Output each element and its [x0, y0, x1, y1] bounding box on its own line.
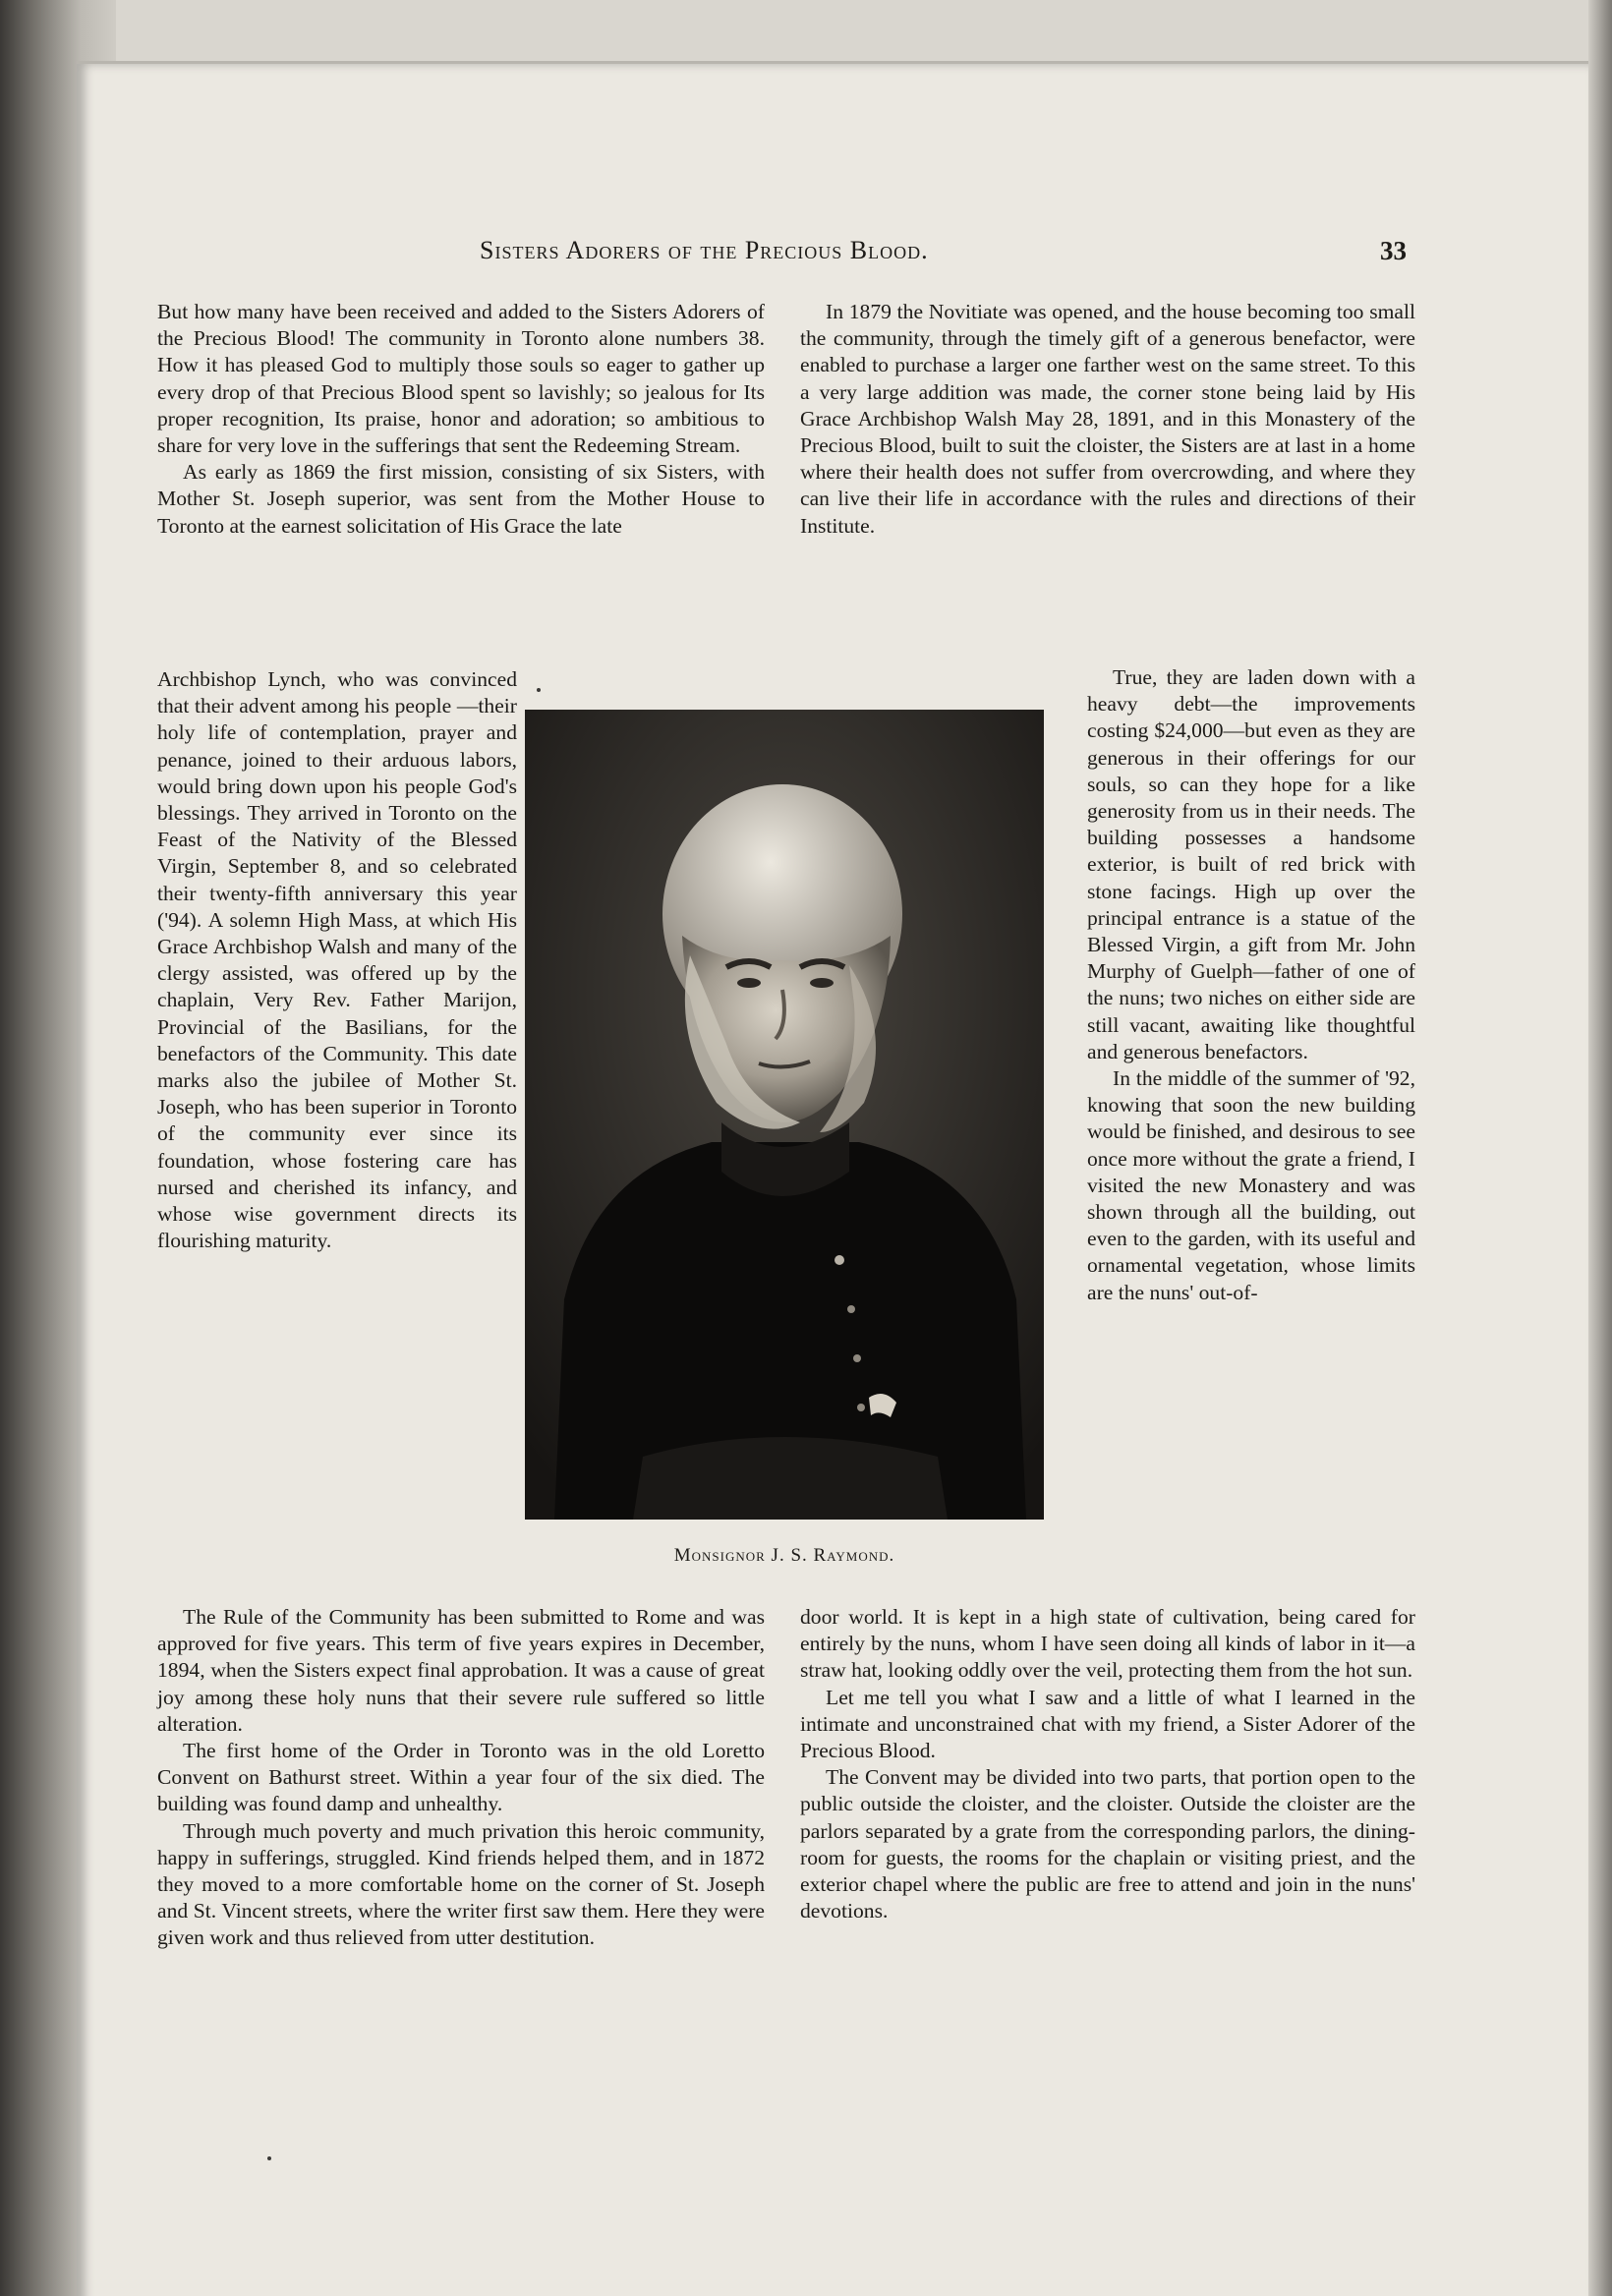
paragraph: The first home of the Order in Toronto was in the old Loretto Convent on Bathurst street. Within a year four of the six died. The building was found damp and unhealthy.: [157, 1739, 765, 1816]
page-number: 33: [1380, 236, 1407, 265]
paragraph: The Rule of the Community has been submitted to Rome and was approved for five years. This term of five years expires in December, 1894, when the Sisters expect final approbation. It was a cause of great joy among these holy nuns that their severe rule suffered so little alteration.: [157, 1605, 765, 1736]
paragraph: door world. It is kept in a high state of cultivation, being cared for entirely by the nuns, whom I have seen doing all kinds of labor in it—a straw hat, looking oddly over the veil, protecting them from the hot sun.: [800, 1605, 1415, 1683]
page-header: [0, 236, 1612, 275]
portrait-illustration: [525, 710, 1044, 1520]
paragraph: Let me tell you what I saw and a little of what I learned in the intimate and unconstrained chat with my friend, a Sister Adorer of the Precious Blood.: [800, 1685, 1415, 1763]
running-title: Sisters Adorers of the Precious Blood.: [480, 236, 929, 264]
paragraph: The Convent may be divided into two parts, that portion open to the public outside the cloister, and the cloister. Outside the cloister are the parlors separated by a grate from the corresponding parlors, the dining-room for guests, the rooms for the chaplain or visiting priest, and the exterior chapel where the public are free to attend and join in the nuns' devotions.: [800, 1765, 1415, 1923]
paragraph: True, they are laden down with a heavy debt—the improvements costing $24,000—but even as they are generous in their offerings for our souls, so can they hope for a like generosity from us in their needs. The building possesses a handsome exterior, is built of red brick with stone facings. High up over the principal entrance is a statue of the Blessed Virgin, a gift from Mr. John Murphy of Guelph—father of one of the nuns; two niches on either side are still vacant, awaiting like thoughtful and generous benefactors.: [1087, 665, 1415, 1063]
paragraph: Archbishop Lynch, who was convinced that their advent among his people —their holy life of contemplation, prayer and penance, joined to their arduous labors, would bring down upon his people God's blessings. They arrived in Toronto on the Feast of the Nativity of the Blessed Virgin, September 8, and so celebrated their twenty-fifth anniversary this year ('94). A solemn High Mass, at which His Grace Archbishop Walsh and many of the clergy assisted, was offered up by the chaplain, Very Rev. Father Marijon, Provincial of the Basilians, for the benefactors of the Community. This date marks also the jubilee of Mother St. Joseph, who has been superior in Toronto of the community ever since its foundation, whose fostering care has nursed and cherished its infancy, and whose wise government directs its flourishing maturity.: [157, 667, 517, 1253]
portrait-photo: [525, 710, 1044, 1520]
print-speck: [537, 688, 541, 692]
left-column-wrap: [157, 666, 517, 1254]
left-column-bottom: [157, 1604, 765, 1952]
right-column-wrap: [1087, 664, 1415, 1306]
print-speck: [267, 2156, 271, 2160]
paragraph: In 1879 the Novitiate was opened, and the house becoming too small the community, through the timely gift of a generous benefactor, were enabled to purchase a larger one farther west on the same street. To this a very large addition was made, the corner stone being laid by His Grace Archbishop Walsh May 28, 1891, and in this Monastery of the Precious Blood, built to suit the cloister, the Sisters are at last in a home where their health does not suffer from overcrowding, and where they can live their life in accordance with the rules and directions of their Institute.: [800, 300, 1415, 538]
page-edge-shadow: [1588, 0, 1612, 2296]
paragraph: But how many have been received and added to the Sisters Adorers of the Precious Blood! The community in Toronto alone numbers 38. How it has pleased God to multiply those souls so eager to gather up every drop of that Precious Blood spent so lavishly; so jealous for Its proper recognition, Its praise, honor and adoration; so ambitious to share for very love in the sufferings that sent the Redeeming Stream.: [157, 300, 765, 458]
right-column-bottom: [800, 1604, 1415, 1924]
paragraph: As early as 1869 the first mission, consisting of six Sisters, with Mother St. Joseph superior, was sent from the Mother House to Toronto at the earnest solicitation of His Grace the late: [157, 460, 765, 538]
paragraph: In the middle of the summer of '92, knowing that soon the new building would be finished, and desirous to see once more without the grate a friend, I visited the new Monastery and was shown through all the building, out even to the garden, with its useful and ornamental vegetation, whose limits are the nuns' out-of-: [1087, 1066, 1415, 1304]
right-column-top: [800, 299, 1415, 540]
figure-caption: Monsignor J. S. Raymond.: [673, 1545, 895, 1566]
left-column-top: [157, 299, 765, 540]
paragraph: Through much poverty and much privation this heroic community, happy in sufferings, struggled. Kind friends helped them, and in 1872 they moved to a more comfortable home on the corner of St. Joseph and St. Vincent streets, where the writer first saw them. Here they were given work and thus relieved from utter destitution.: [157, 1818, 765, 1950]
